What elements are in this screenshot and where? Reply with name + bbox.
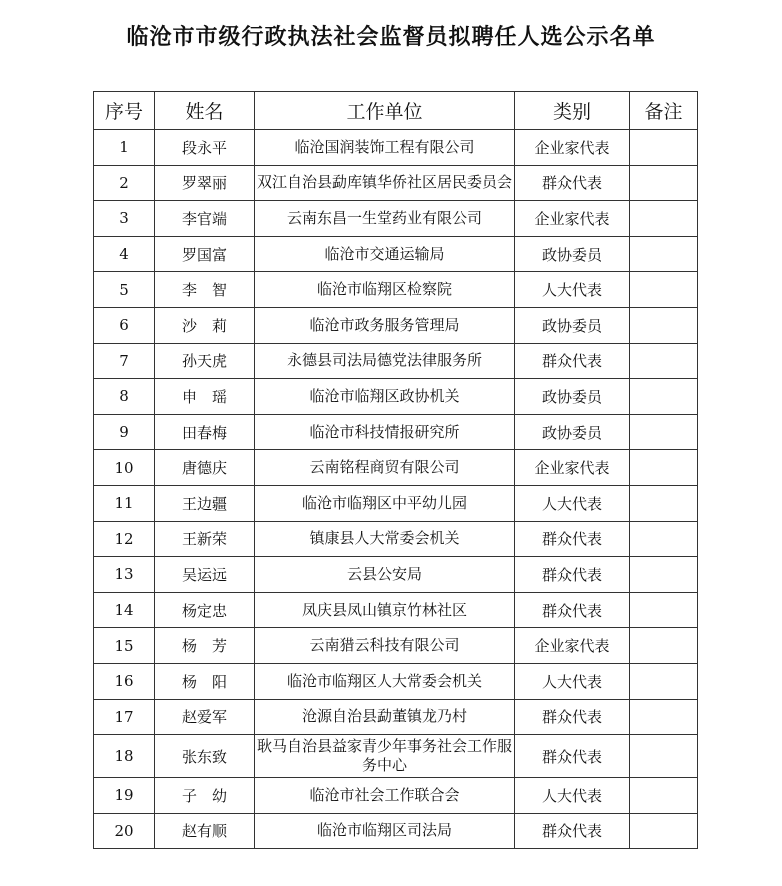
cell-index: 16	[94, 663, 155, 699]
header-category: 类别	[515, 92, 630, 130]
cell-unit: 临沧市临翔区司法局	[255, 813, 515, 849]
cell-index: 9	[94, 414, 155, 450]
cell-index: 1	[94, 130, 155, 166]
cell-note	[630, 201, 698, 237]
cell-name: 孙天虎	[155, 343, 255, 379]
cell-note	[630, 307, 698, 343]
header-name: 姓名	[155, 92, 255, 130]
cell-category: 人大代表	[515, 485, 630, 521]
cell-name: 田春梅	[155, 414, 255, 450]
cell-unit: 镇康县人大常委会机关	[255, 521, 515, 557]
cell-name: 沙 莉	[155, 307, 255, 343]
cell-category: 群众代表	[515, 735, 630, 778]
cell-name: 李 智	[155, 272, 255, 308]
cell-unit: 云南铭程商贸有限公司	[255, 450, 515, 486]
cell-note	[630, 450, 698, 486]
table-row	[94, 663, 698, 699]
cell-index: 5	[94, 272, 155, 308]
cell-unit: 云南猎云科技有限公司	[255, 628, 515, 664]
cell-name: 张东致	[155, 735, 255, 778]
table-row	[94, 592, 698, 628]
cell-index: 12	[94, 521, 155, 557]
cell-name: 王新荣	[155, 521, 255, 557]
cell-name: 李官端	[155, 201, 255, 237]
cell-name: 王边疆	[155, 485, 255, 521]
cell-index: 6	[94, 307, 155, 343]
table-row	[94, 379, 698, 415]
cell-unit: 永德县司法局德党法律服务所	[255, 343, 515, 379]
cell-category: 政协委员	[515, 379, 630, 415]
cell-name: 罗翠丽	[155, 165, 255, 201]
cell-note	[630, 735, 698, 778]
cell-category: 群众代表	[515, 592, 630, 628]
table-row	[94, 272, 698, 308]
cell-name: 子 幼	[155, 778, 255, 814]
cell-note	[630, 663, 698, 699]
cell-category: 政协委员	[515, 236, 630, 272]
cell-category: 群众代表	[515, 521, 630, 557]
cell-name: 杨 芳	[155, 628, 255, 664]
cell-category: 人大代表	[515, 778, 630, 814]
cell-note	[630, 414, 698, 450]
cell-category: 群众代表	[515, 165, 630, 201]
cell-unit: 临沧国润装饰工程有限公司	[255, 130, 515, 166]
cell-note	[630, 521, 698, 557]
cell-unit: 临沧市交通运输局	[255, 236, 515, 272]
cell-name: 吴运远	[155, 557, 255, 593]
cell-name: 赵有顺	[155, 813, 255, 849]
table-row	[94, 201, 698, 237]
cell-index: 10	[94, 450, 155, 486]
cell-category: 群众代表	[515, 813, 630, 849]
table-row	[94, 813, 698, 849]
table-row	[94, 735, 698, 778]
cell-note	[630, 813, 698, 849]
cell-name: 杨定忠	[155, 592, 255, 628]
cell-unit: 临沧市临翔区检察院	[255, 272, 515, 308]
cell-note	[630, 778, 698, 814]
table-row	[94, 699, 698, 735]
cell-name: 杨 阳	[155, 663, 255, 699]
cell-unit: 云南东昌一生堂药业有限公司	[255, 201, 515, 237]
cell-unit: 临沧市社会工作联合会	[255, 778, 515, 814]
header-index: 序号	[94, 92, 155, 130]
cell-unit: 临沧市政务服务管理局	[255, 307, 515, 343]
cell-category: 企业家代表	[515, 450, 630, 486]
cell-note	[630, 165, 698, 201]
cell-category: 企业家代表	[515, 130, 630, 166]
cell-category: 人大代表	[515, 272, 630, 308]
cell-category: 人大代表	[515, 663, 630, 699]
cell-unit: 临沧市临翔区政协机关	[255, 379, 515, 415]
cell-name: 段永平	[155, 130, 255, 166]
table-body	[94, 130, 698, 849]
cell-note	[630, 557, 698, 593]
cell-category: 企业家代表	[515, 201, 630, 237]
cell-name: 罗国富	[155, 236, 255, 272]
cell-index: 2	[94, 165, 155, 201]
cell-note	[630, 236, 698, 272]
cell-unit: 临沧市临翔区中平幼儿园	[255, 485, 515, 521]
cell-note	[630, 379, 698, 415]
cell-index: 18	[94, 735, 155, 778]
cell-category: 企业家代表	[515, 628, 630, 664]
cell-index: 4	[94, 236, 155, 272]
page-title: 临沧市市级行政执法社会监督员拟聘任人选公示名单	[126, 25, 656, 50]
cell-category: 群众代表	[515, 699, 630, 735]
table-row	[94, 521, 698, 557]
cell-index: 20	[94, 813, 155, 849]
cell-index: 7	[94, 343, 155, 379]
cell-index: 19	[94, 778, 155, 814]
roster-table	[93, 91, 698, 849]
cell-name: 赵爱军	[155, 699, 255, 735]
table-row	[94, 450, 698, 486]
cell-note	[630, 485, 698, 521]
cell-note	[630, 130, 698, 166]
cell-index: 15	[94, 628, 155, 664]
cell-name: 唐德庆	[155, 450, 255, 486]
table-row	[94, 130, 698, 166]
cell-unit: 耿马自治县益家青少年事务社会工作服务中心	[255, 735, 515, 778]
cell-index: 13	[94, 557, 155, 593]
table-row	[94, 236, 698, 272]
table-row	[94, 557, 698, 593]
table-row	[94, 343, 698, 379]
cell-index: 3	[94, 201, 155, 237]
cell-note	[630, 272, 698, 308]
cell-name: 申 瑶	[155, 379, 255, 415]
cell-index: 17	[94, 699, 155, 735]
table-row	[94, 778, 698, 814]
table-header-row	[94, 92, 698, 130]
table-row	[94, 485, 698, 521]
cell-unit: 沧源自治县勐董镇龙乃村	[255, 699, 515, 735]
cell-unit: 云县公安局	[255, 557, 515, 593]
cell-note	[630, 343, 698, 379]
cell-note	[630, 699, 698, 735]
cell-unit: 临沧市临翔区人大常委会机关	[255, 663, 515, 699]
cell-note	[630, 628, 698, 664]
table-row	[94, 628, 698, 664]
cell-index: 14	[94, 592, 155, 628]
table-row	[94, 414, 698, 450]
cell-category: 群众代表	[515, 343, 630, 379]
header-unit: 工作单位	[255, 92, 515, 130]
cell-category: 群众代表	[515, 557, 630, 593]
cell-unit: 临沧市科技情报研究所	[255, 414, 515, 450]
cell-unit: 双江自治县勐库镇华侨社区居民委员会	[255, 165, 515, 201]
cell-index: 11	[94, 485, 155, 521]
cell-category: 政协委员	[515, 307, 630, 343]
header-note: 备注	[630, 92, 698, 130]
table-row	[94, 165, 698, 201]
cell-unit: 凤庆县凤山镇京竹林社区	[255, 592, 515, 628]
table-row	[94, 307, 698, 343]
cell-note	[630, 592, 698, 628]
cell-index: 8	[94, 379, 155, 415]
cell-category: 政协委员	[515, 414, 630, 450]
